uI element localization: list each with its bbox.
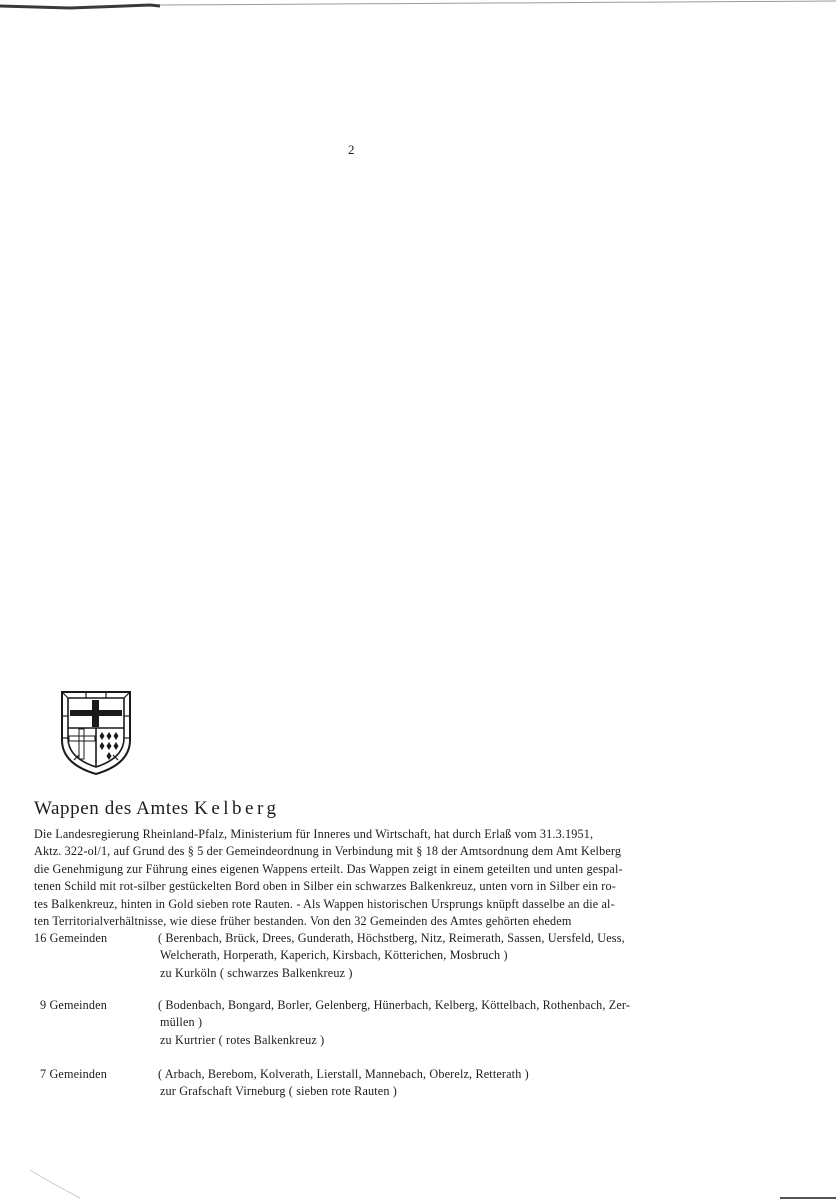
group-affiliation: zur Grafschaft Virneburg ( sieben rote Rauten ) (160, 1084, 398, 1099)
members-line: Welcherath, Horperath, Kaperich, Kirsbach, Kötterichen, Mosbruch ) (160, 948, 508, 963)
scan-edge-top (0, 0, 836, 20)
members-line: ( Berenbach, Brück, Drees, Gunderath, Höchstberg, Nitz, Reimerath, Sassen, Uersfeld, Uess, (158, 931, 625, 945)
page-number: 2 (348, 142, 355, 157)
members-line: ( Bodenbach, Bongard, Borler, Gelenberg, Hünerbach, Kelberg, Köttelbach, Rothenbach, Zer- (158, 998, 631, 1012)
body-line: Aktz. 322-ol/1, auf Grund des § 5 der Gemeindeordnung in Verbindung mit § 18 der Amtsordnung dem Amt Kelberg (34, 844, 622, 859)
scan-edge-bottom (0, 1160, 836, 1200)
members-line: müllen ) (160, 1015, 203, 1030)
heading-prefix: Wappen des Amtes (34, 798, 189, 819)
body-line: tes Balkenkreuz, hinten in Gold sieben rote Rauten. - Als Wappen historischen Ursprungs knüpft dasselbe an die al- (34, 896, 615, 911)
body-line: ten Territorialverhältnisse, wie diese früher bestanden. Von den 32 Gemeinden des Amtes gehörten ehedem (34, 914, 572, 929)
group-affiliation: zu Kurköln ( schwarzes Balkenkreuz ) (160, 965, 353, 980)
heading-name: Kelberg (194, 798, 280, 819)
group-count: 16 Gemeinden (34, 931, 108, 945)
group-members (158, 1066, 758, 1101)
group-members (158, 997, 758, 1049)
body-line: tenen Schild mit rot-silber gestückelten Bord oben in Silber ein schwarzes Balkenkreuz, unten vorn in Silber ein ro- (34, 879, 616, 894)
group-affiliation: zu Kurtrier ( rotes Balkenkreuz ) (160, 1032, 325, 1047)
group-count: 9 Gemeinden (40, 998, 107, 1012)
body-line: Die Landesregierung Rheinland-Pfalz, Ministerium für Inneres und Wirtschaft, hat durch Erlaß vom 31.3.1951, (34, 827, 594, 841)
group-count: 7 Gemeinden (40, 1067, 107, 1081)
body-line: die Genehmigung zur Führung eines eigenen Wappens erteilt. Das Wappen zeigt in einem geteilten und unten gespal- (34, 861, 623, 876)
municipality-group (34, 997, 774, 1051)
body-paragraph (34, 826, 774, 930)
document-heading (34, 798, 279, 820)
municipality-group (34, 930, 774, 984)
coat-of-arms-icon (60, 690, 132, 776)
municipality-group (34, 1066, 774, 1102)
group-members (158, 930, 758, 982)
members-line: ( Arbach, Berebom, Kolverath, Lierstall, Mannebach, Oberelz, Retterath ) (158, 1067, 529, 1081)
